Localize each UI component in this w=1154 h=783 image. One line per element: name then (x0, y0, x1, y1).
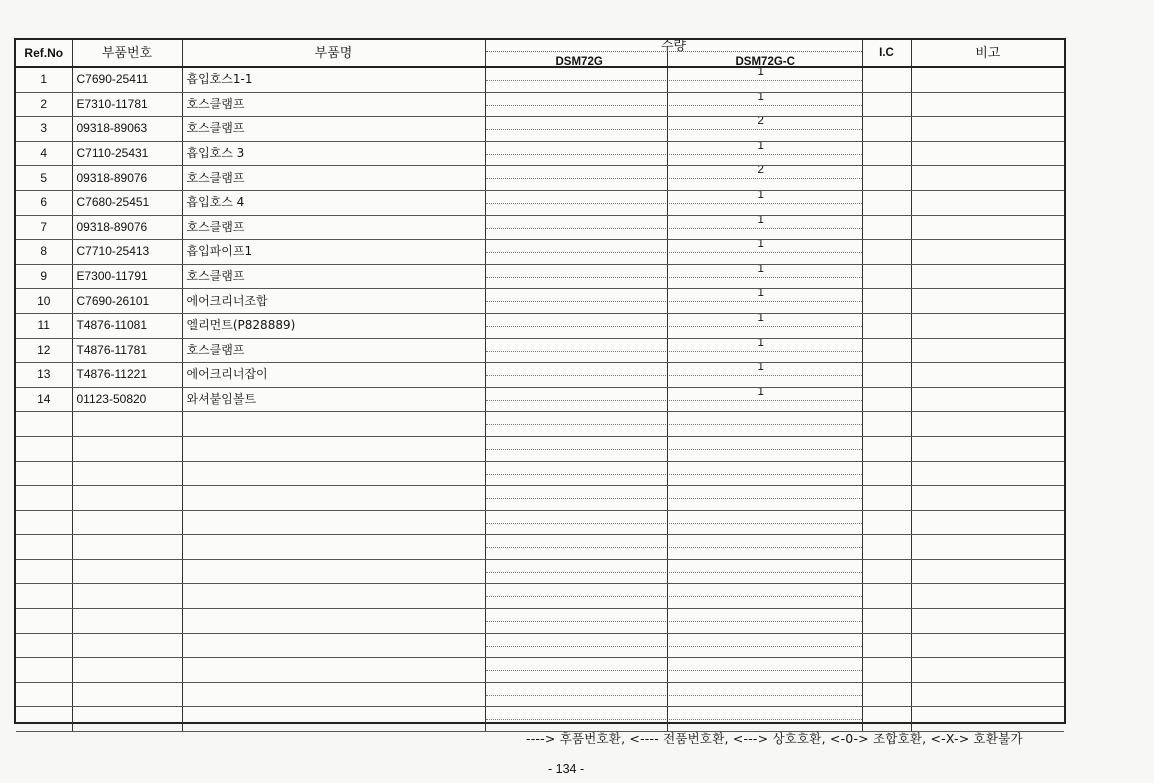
quantity-value: 1 (757, 190, 764, 201)
part-no-cell (72, 658, 182, 683)
part-no-cell: C7710-25413 (72, 240, 182, 265)
table-row (16, 387, 1064, 412)
part-name-cell (182, 510, 485, 535)
remarks-cell (911, 166, 1064, 191)
part-name-cell: 호스클램프 (182, 166, 485, 191)
ref-no-cell (16, 707, 72, 732)
ic-cell (862, 436, 911, 461)
part-no-cell (72, 609, 182, 634)
header-quantity-label: 수량 (660, 40, 687, 54)
part-name-cell: 엘리먼트(P828889) (182, 313, 485, 338)
ic-cell (862, 117, 911, 142)
remarks-cell (911, 633, 1064, 658)
part-no-cell: C7680-25451 (72, 190, 182, 215)
remarks-cell (911, 92, 1064, 117)
table-row (16, 609, 1064, 634)
quantity-value: 1 (757, 215, 764, 226)
part-name-cell (182, 486, 485, 511)
table-row (16, 190, 1064, 215)
ic-cell (862, 363, 911, 388)
part-name-cell (182, 609, 485, 634)
remarks-cell (911, 535, 1064, 560)
table-row (16, 559, 1064, 584)
ref-no-cell (16, 486, 72, 511)
table-row (16, 584, 1064, 609)
quantity-cell (485, 190, 862, 215)
ref-no-cell (16, 609, 72, 634)
part-no-cell: C7690-26101 (72, 289, 182, 314)
table-row (16, 264, 1064, 289)
table-header-row (16, 40, 1064, 67)
ref-no-cell (16, 461, 72, 486)
ref-no-cell (16, 584, 72, 609)
ref-no-cell (16, 535, 72, 560)
part-no-cell (72, 633, 182, 658)
remarks-cell (911, 190, 1064, 215)
header-model-dsm72g: DSM72G (555, 56, 603, 67)
part-no-cell (72, 412, 182, 437)
ref-no-cell: 13 (16, 363, 72, 388)
part-name-cell: 에어크리너조합 (182, 289, 485, 314)
part-name-cell (182, 633, 485, 658)
ic-cell (862, 92, 911, 117)
header-part-no: 부품번호 (72, 40, 182, 67)
quantity-cell (485, 510, 862, 535)
header-remarks: 비고 (911, 40, 1064, 67)
part-no-cell: T4876-11221 (72, 363, 182, 388)
table-row (16, 461, 1064, 486)
table-row (16, 486, 1064, 511)
remarks-cell (911, 682, 1064, 707)
quantity-cell (485, 215, 862, 240)
part-name-cell (182, 412, 485, 437)
ic-cell (862, 264, 911, 289)
quantity-value: 1 (757, 338, 764, 349)
part-no-cell: 09318-89076 (72, 166, 182, 191)
table-row (16, 141, 1064, 166)
quantity-cell (485, 609, 862, 634)
header-ic: I.C (862, 40, 911, 67)
ref-no-cell (16, 658, 72, 683)
part-name-cell: 흡입호스1-1 (182, 67, 485, 92)
table-body (16, 67, 1064, 732)
ic-cell (862, 289, 911, 314)
ic-cell (862, 313, 911, 338)
ic-cell (862, 190, 911, 215)
table-row (16, 240, 1064, 265)
ic-cell (862, 609, 911, 634)
quantity-cell (485, 461, 862, 486)
quantity-value: 1 (757, 239, 764, 251)
remarks-cell (911, 387, 1064, 412)
remarks-cell (911, 461, 1064, 486)
ref-no-cell (16, 510, 72, 535)
remarks-cell (911, 584, 1064, 609)
part-no-cell: E7300-11791 (72, 264, 182, 289)
table-row (16, 682, 1064, 707)
quantity-cell (485, 313, 862, 338)
remarks-cell (911, 338, 1064, 363)
ref-no-cell (16, 682, 72, 707)
part-name-cell: 흡입파이프1 (182, 240, 485, 265)
table-row (16, 67, 1064, 92)
table-row (16, 313, 1064, 338)
table-row (16, 436, 1064, 461)
quantity-value: 1 (757, 264, 764, 275)
header-ref-no: Ref.No (16, 40, 72, 67)
table-row (16, 215, 1064, 240)
quantity-cell (485, 584, 862, 609)
part-name-cell (182, 535, 485, 560)
remarks-cell (911, 240, 1064, 265)
table-row (16, 289, 1064, 314)
ic-cell (862, 510, 911, 535)
part-no-cell (72, 535, 182, 560)
quantity-cell (485, 338, 862, 363)
part-no-cell: 09318-89076 (72, 215, 182, 240)
quantity-value: 1 (757, 313, 764, 324)
ref-no-cell: 4 (16, 141, 72, 166)
ref-no-cell: 9 (16, 264, 72, 289)
quantity-value: 1 (757, 141, 764, 152)
part-no-cell: 01123-50820 (72, 387, 182, 412)
quantity-cell (485, 240, 862, 265)
quantity-cell (485, 387, 862, 412)
table-row (16, 535, 1064, 560)
ic-cell (862, 707, 911, 732)
part-name-cell: 호스클램프 (182, 338, 485, 363)
part-name-cell (182, 707, 485, 732)
remarks-cell (911, 707, 1064, 732)
part-no-cell (72, 707, 182, 732)
remarks-cell (911, 609, 1064, 634)
ic-cell (862, 412, 911, 437)
quantity-cell (485, 486, 862, 511)
ref-no-cell: 1 (16, 67, 72, 92)
quantity-value: 1 (757, 362, 764, 374)
remarks-cell (911, 141, 1064, 166)
quantity-cell (485, 682, 862, 707)
quantity-cell (485, 166, 862, 191)
part-name-cell: 호스클램프 (182, 215, 485, 240)
remarks-cell (911, 67, 1064, 92)
part-no-cell: E7310-11781 (72, 92, 182, 117)
table-row (16, 92, 1064, 117)
part-no-cell (72, 682, 182, 707)
ref-no-cell: 8 (16, 240, 72, 265)
quantity-value: 2 (757, 116, 764, 128)
table-row (16, 117, 1064, 142)
quantity-value: 1 (757, 67, 764, 78)
ref-no-cell: 10 (16, 289, 72, 314)
remarks-cell (911, 215, 1064, 240)
ref-no-cell: 7 (16, 215, 72, 240)
quantity-value: 2 (757, 165, 764, 177)
remarks-cell (911, 264, 1064, 289)
part-name-cell: 호스클램프 (182, 264, 485, 289)
quantity-cell (485, 289, 862, 314)
quantity-cell (485, 264, 862, 289)
part-no-cell: C7690-25411 (72, 67, 182, 92)
remarks-cell (911, 510, 1064, 535)
part-name-cell: 호스클램프 (182, 117, 485, 142)
table-row (16, 707, 1064, 732)
quantity-value: 1 (757, 288, 764, 300)
remarks-cell (911, 486, 1064, 511)
ref-no-cell: 6 (16, 190, 72, 215)
part-name-cell: 에어크리너잡이 (182, 363, 485, 388)
ref-no-cell (16, 559, 72, 584)
page-number: - 134 - (548, 762, 585, 776)
remarks-cell (911, 363, 1064, 388)
part-no-cell: T4876-11781 (72, 338, 182, 363)
ref-no-cell (16, 412, 72, 437)
remarks-cell (911, 658, 1064, 683)
table-row (16, 166, 1064, 191)
remarks-cell (911, 436, 1064, 461)
ic-cell (862, 67, 911, 92)
ic-cell (862, 141, 911, 166)
ref-no-cell: 2 (16, 92, 72, 117)
part-name-cell: 와셔붙임볼트 (182, 387, 485, 412)
quantity-cell (485, 363, 862, 388)
remarks-cell (911, 289, 1064, 314)
table-row (16, 363, 1064, 388)
ref-no-cell: 5 (16, 166, 72, 191)
table-row (16, 338, 1064, 363)
part-no-cell: 09318-89063 (72, 117, 182, 142)
table-row (16, 412, 1064, 437)
ref-no-cell: 12 (16, 338, 72, 363)
table-row (16, 510, 1064, 535)
part-name-cell (182, 559, 485, 584)
part-name-cell (182, 682, 485, 707)
table-row (16, 633, 1064, 658)
quantity-cell (485, 436, 862, 461)
ref-no-cell: 11 (16, 313, 72, 338)
parts-sheet (14, 38, 1066, 724)
part-name-cell: 호스클램프 (182, 92, 485, 117)
part-no-cell (72, 486, 182, 511)
ic-cell (862, 682, 911, 707)
quantity-cell (485, 535, 862, 560)
ic-cell (862, 338, 911, 363)
part-no-cell: C7110-25431 (72, 141, 182, 166)
table-row (16, 658, 1064, 683)
ic-cell (862, 215, 911, 240)
ic-cell (862, 535, 911, 560)
header-quantity (485, 40, 862, 67)
quantity-cell (485, 412, 862, 437)
quantity-cell (485, 92, 862, 117)
quantity-cell (485, 707, 862, 732)
ic-cell (862, 387, 911, 412)
quantity-cell (485, 658, 862, 683)
ic-cell (862, 633, 911, 658)
ic-cell (862, 658, 911, 683)
ref-no-cell (16, 633, 72, 658)
ic-cell (862, 584, 911, 609)
part-no-cell: T4876-11081 (72, 313, 182, 338)
remarks-cell (911, 559, 1064, 584)
header-part-name: 부품명 (182, 40, 485, 67)
ic-cell (862, 461, 911, 486)
interchange-legend: ----> 후품번호환, <---- 전품번호환, <---> 상호호환, <-0-> 조합호환, <-X-> 호환불가 (526, 731, 1023, 746)
ic-cell (862, 486, 911, 511)
remarks-cell (911, 412, 1064, 437)
ref-no-cell: 14 (16, 387, 72, 412)
ref-no-cell: 3 (16, 117, 72, 142)
part-no-cell (72, 436, 182, 461)
quantity-cell (485, 559, 862, 584)
part-no-cell (72, 559, 182, 584)
part-no-cell (72, 461, 182, 486)
part-no-cell (72, 510, 182, 535)
ic-cell (862, 240, 911, 265)
parts-table (16, 40, 1064, 732)
part-name-cell (182, 584, 485, 609)
remarks-cell (911, 117, 1064, 142)
part-name-cell (182, 461, 485, 486)
remarks-cell (911, 313, 1064, 338)
part-name-cell (182, 658, 485, 683)
quantity-cell (485, 117, 862, 142)
ic-cell (862, 559, 911, 584)
header-model-dsm72g-c: DSM72G-C (735, 56, 795, 67)
ic-cell (862, 166, 911, 191)
ref-no-cell (16, 436, 72, 461)
quantity-value: 1 (757, 387, 764, 398)
quantity-cell (485, 67, 862, 92)
part-name-cell (182, 436, 485, 461)
part-name-cell: 흡입호스 3 (182, 141, 485, 166)
part-no-cell (72, 584, 182, 609)
quantity-cell (485, 141, 862, 166)
quantity-cell (485, 633, 862, 658)
quantity-value: 1 (757, 92, 764, 103)
part-name-cell: 흡입호스 4 (182, 190, 485, 215)
